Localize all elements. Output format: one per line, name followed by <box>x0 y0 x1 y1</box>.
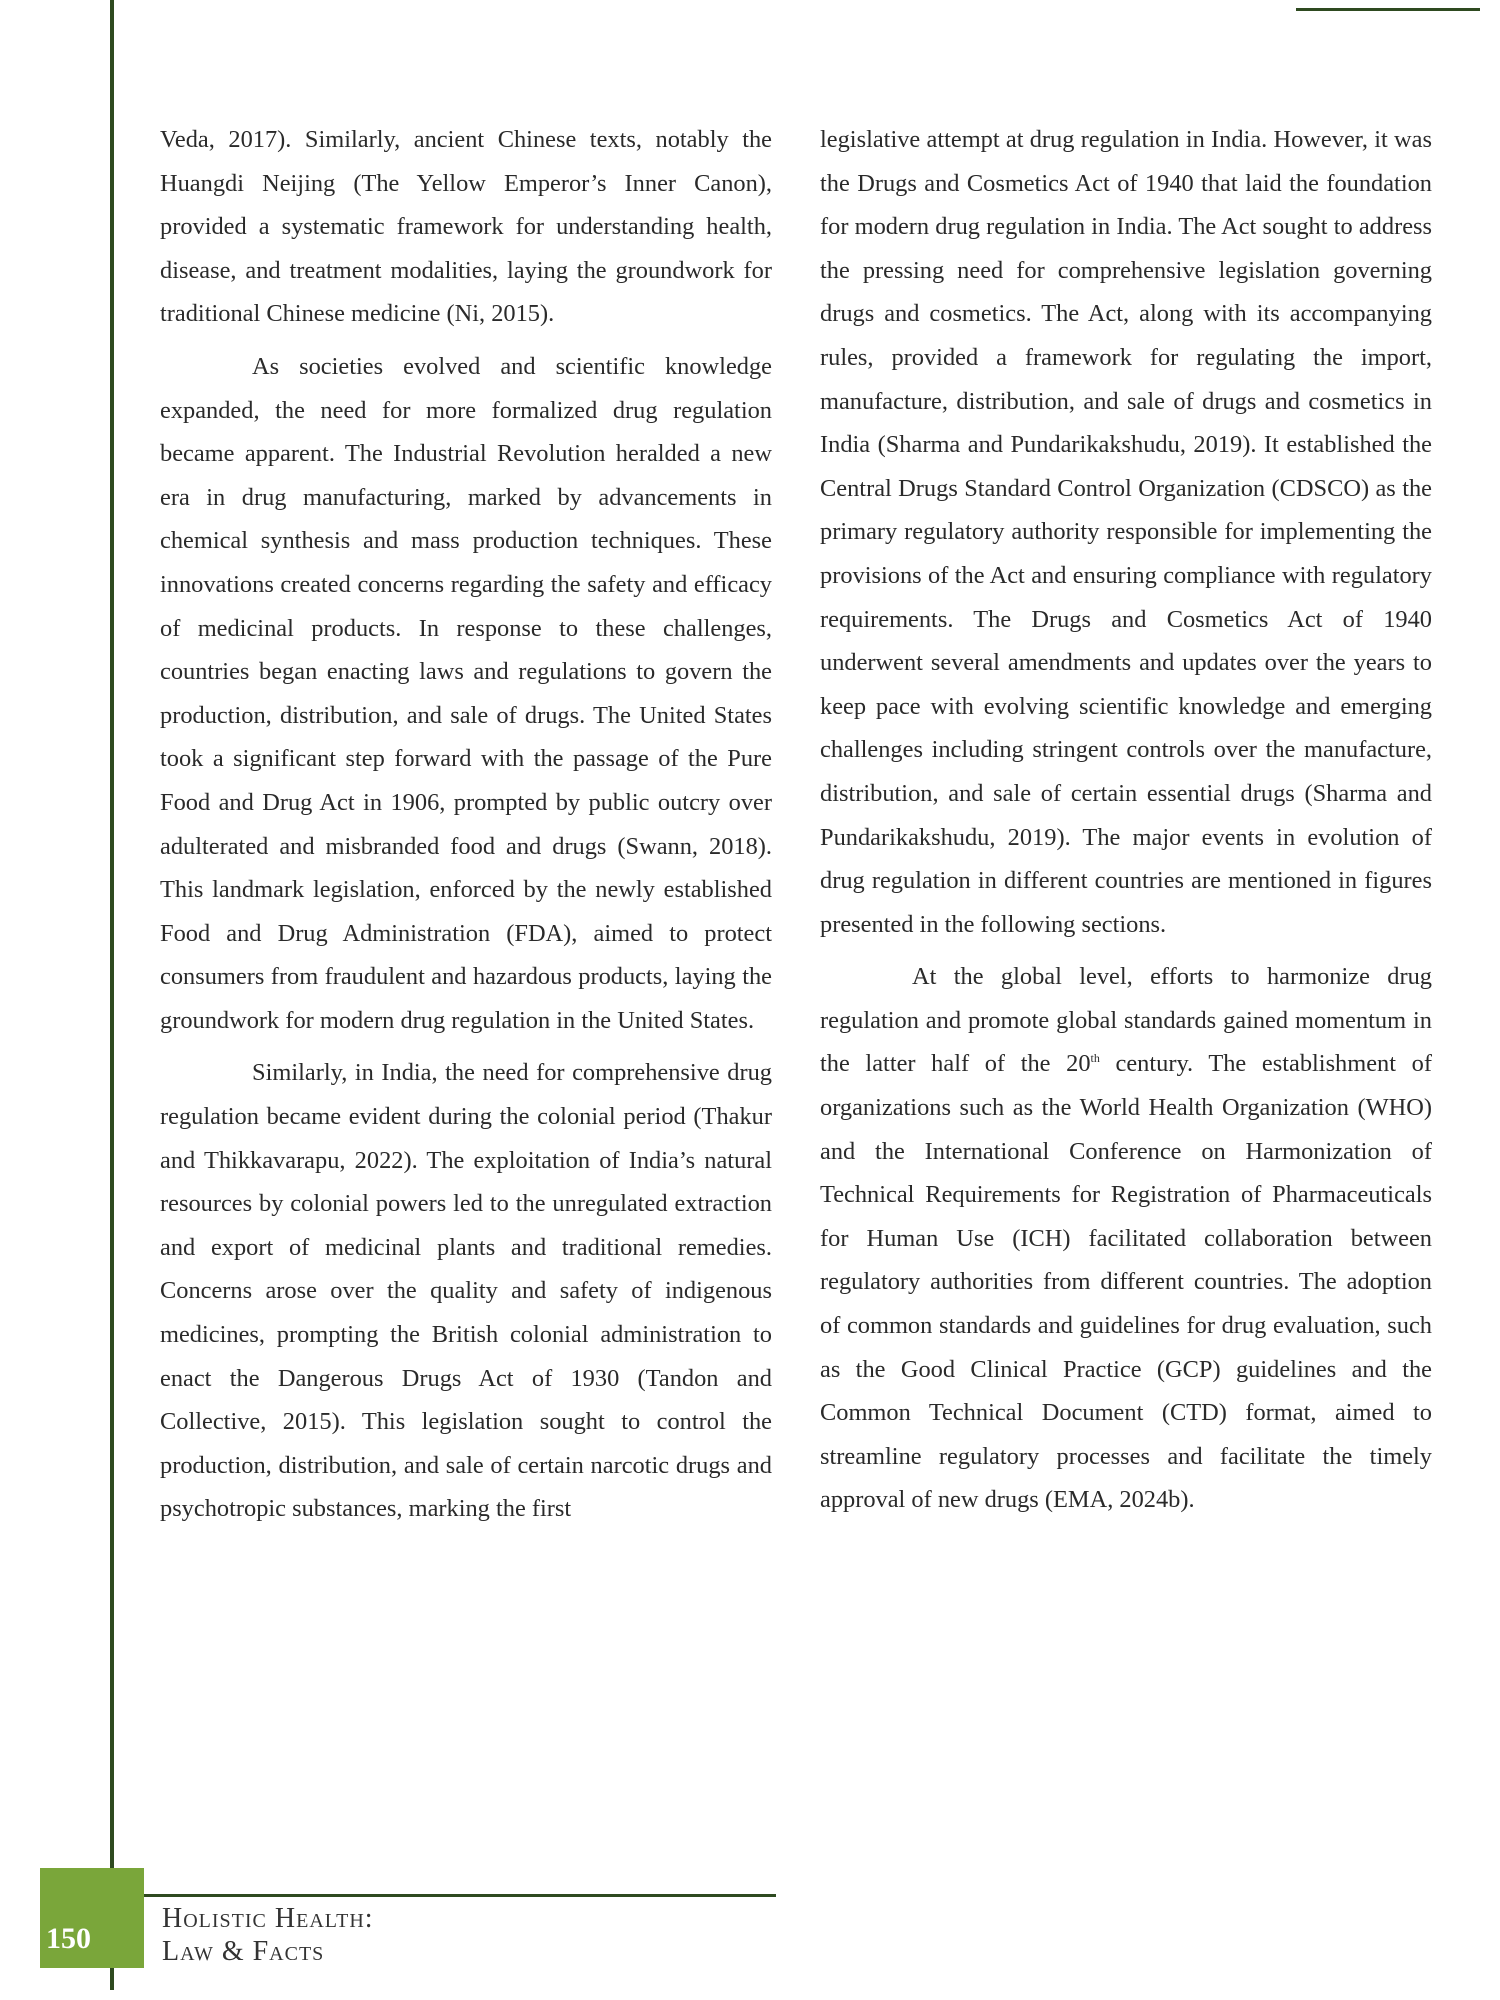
book-title-line-1: Holistic Health: <box>162 1903 374 1934</box>
left-column <box>160 118 772 1540</box>
left-paragraph-3: Similarly, in India, the need for comprehensive drug regulation became evident during the colonial period (Thakur and Thikkavarapu, 2022). The exploitation of India’s natural resources by colonial powers led to the unregulated extraction and export of medicinal plants and traditional remedies. Concerns arose over the quality and safety of indigenous medicines, prompting the British colonial administration to enact the Dangerous Drugs Act of 1930 (Tandon and Collective, 2015). This legislation sought to control the production, distribution, and sale of certain narcotic drugs and psychotropic substances, marking the first <box>160 1059 772 1523</box>
footer-rule <box>112 1894 776 1897</box>
margin-rule <box>110 0 114 1990</box>
right-column <box>820 118 1432 1531</box>
right-paragraph-2 <box>820 955 1432 1522</box>
right-paragraph-2-text-start: At the global level, efforts to harmonize drug regulation and promote global standards gained momentum in the latter half of the 20 <box>820 963 1432 1078</box>
header-rule <box>1296 8 1480 11</box>
superscript-th: th <box>1090 1051 1100 1066</box>
left-paragraph-1: Veda, 2017). Similarly, ancient Chinese texts, notably the Huangdi Neijing (The Yellow Emperor’s Inner Canon), provided a systematic framework for understanding health, disease, and treatment modalities, laying the groundwork for traditional Chinese medicine (Ni, 2015). <box>160 126 772 328</box>
right-paragraph-1: legislative attempt at drug regulation in India. However, it was the Drugs and Cosmetics Act of 1940 that laid the foundation for modern drug regulation in India. The Act sought to address the pressing need for comprehensive legislation governing drugs and cosmetics. The Act, along with its accompanying rules, provided a framework for regulating the import, manufacture, distribution, and sale of drugs and cosmetics in India (Sharma and Pundarikakshudu, 2019). It established the Central Drugs Standard Control Organization (CDSCO) as the primary regulatory authority responsible for implementing the provisions of the Act and ensuring compliance with regulatory requirements. The Drugs and Cosmetics Act of 1940 underwent several amendments and updates over the years to keep pace with evolving scientific knowledge and emerging challenges including stringent controls over the manufacture, distribution, and sale of certain essential drugs (Sharma and Pundarikakshudu, 2019). The major events in evolution of drug regulation in different countries are mentioned in figures presented in the following sections. <box>820 126 1432 938</box>
running-footer-title <box>162 1902 374 1968</box>
left-paragraph-2: As societies evolved and scientific knowledge expanded, the need for more formalized drug regulation became apparent. The Industrial Revolution heralded a new era in drug manufacturing, marked by advancements in chemical synthesis and mass production techniques. These innovations created concerns regarding the safety and efficacy of medicinal products. In response to these challenges, countries began enacting laws and regulations to govern the production, distribution, and sale of drugs. The United States took a significant step forward with the passage of the Pure Food and Drug Act in 1906, prompted by public outcry over adulterated and misbranded food and drugs (Swann, 2018). This landmark legislation, enforced by the newly established Food and Drug Administration (FDA), aimed to protect consumers from fraudulent and hazardous products, laying the groundwork for modern drug regulation in the United States. <box>160 352 772 1034</box>
right-paragraph-2-text-end: century. The establishment of organizations such as the World Health Organization (WHO) and the International Conference on Harmonization of Technical Requirements for Registration of Pharmaceuticals for Human Use (ICH) facilitated collaboration between regulatory authorities from different countries. The adoption of common standards and guidelines for drug evaluation, such as the Good Clinical Practice (GCP) guidelines and the Common Technical Document (CTD) format, aimed to streamline regulatory processes and facilitate the timely approval of new drugs (EMA, 2024b). <box>820 1050 1432 1514</box>
page-number: 150 <box>46 1922 91 1955</box>
book-title-line-2: Law & Facts <box>162 1936 325 1967</box>
